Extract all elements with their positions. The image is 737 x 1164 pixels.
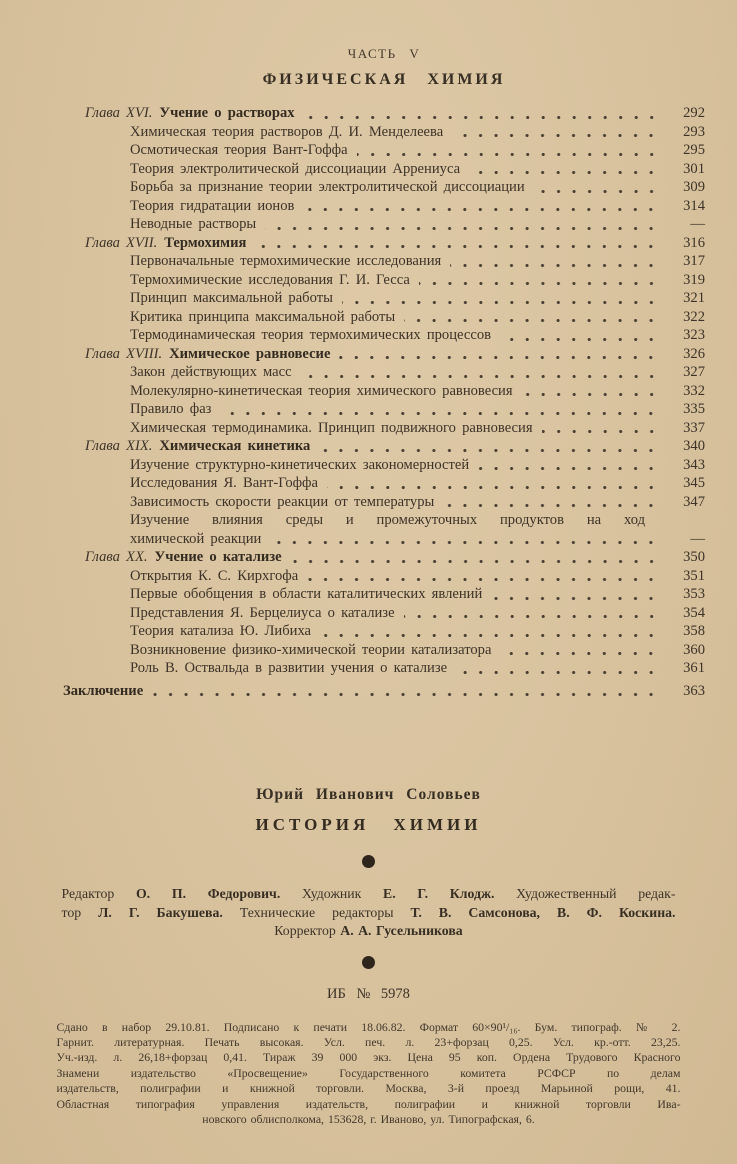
dot-leader (307, 577, 659, 582)
toc-entry-title: Теория электролитической диссоциации Аррениуса (130, 160, 461, 177)
dot-leader (478, 466, 659, 471)
toc-entry (63, 622, 705, 641)
colophon (0, 786, 737, 1127)
page-number: 326 (683, 345, 705, 362)
imprint-line: Знамени издательство «Просвещение» Государственного комитета РСФСР по делам (56, 1065, 681, 1080)
toc-entry (63, 252, 705, 271)
page-number: 335 (683, 401, 705, 417)
imprint-line: Уч.-изд. л. 26,18+форзац 0,41. Тираж 39 000 экз. Цена 95 коп. Ордена Трудового Красного (56, 1050, 681, 1065)
toc-entry (63, 474, 705, 493)
page-number: 337 (683, 419, 705, 436)
dot-leader (301, 374, 659, 379)
toc-entry (63, 437, 705, 456)
toc-entry (63, 456, 705, 475)
dot-leader (491, 596, 659, 601)
toc-entry-title: Первые обобщения в области каталитических явлений (130, 586, 483, 602)
dot-leader (304, 115, 659, 120)
toc-chapter-label: Глава XX. (85, 549, 148, 565)
page-number: 350 (683, 549, 705, 565)
role-label: Технические редакторы (222, 904, 411, 920)
ib-number: ИБ № 5978 (327, 985, 410, 1002)
toc-entry (63, 511, 705, 548)
toc-entry-title: Теория гидратации ионов (130, 197, 295, 214)
toc-entry-title: Термохимия (164, 234, 247, 251)
toc-entry-title: Роль В. Оствальда в развитии учения о катализе (130, 660, 448, 676)
toc-entry (63, 493, 705, 512)
page-number: 319 (683, 271, 705, 288)
role-label: Корректор (274, 923, 341, 938)
imprint-line: Областная типография управления издательств, полиграфии и книжной торговли Ива- (56, 1096, 681, 1111)
dot-leader (265, 226, 659, 231)
toc-entry-title: Открытия К. С. Кирхгофа (130, 567, 299, 584)
imprint-line: Гарнит. литературная. Печать высокая. Усл. печ. л. 23+форзац 0,25. Усл. кр.-отт. 23,25. (56, 1034, 681, 1049)
page-number: 293 (683, 123, 705, 140)
toc-entry (63, 308, 705, 327)
toc-entry (63, 382, 705, 401)
dot-leader (404, 614, 659, 619)
toc-entry-title: Исследования Я. Вант-Гоффа (130, 475, 318, 491)
editors-line (62, 922, 676, 941)
toc-entry-title: Изучение структурно-кинетических закономерностей (130, 456, 470, 473)
toc-entry (63, 400, 705, 419)
dot-leader (500, 337, 659, 342)
dot-leader (270, 540, 659, 545)
page-number: 354 (683, 604, 705, 621)
dot-leader (534, 189, 659, 194)
dot-leader (319, 448, 659, 453)
toc-entry-title: Принцип максимальной работы (130, 290, 333, 306)
toc-entry-title: Учение о катализе (154, 549, 282, 565)
toc-entry-title: Химическая термодинамика. Принцип подвижного равновесия (130, 419, 533, 436)
toc-entry (63, 215, 705, 234)
toc-entry-title: Борьба за признание теории электролитической диссоциации (130, 179, 525, 195)
imprint-note (57, 1020, 681, 1128)
role-label: тор (61, 904, 99, 920)
toc-entry (63, 604, 705, 623)
toc-entry-title: Правило фаз (130, 401, 212, 417)
toc-entry (63, 141, 705, 160)
toc-entry-title: Химическая теория растворов Д. И. Менделеева (130, 123, 444, 140)
page-number: 351 (683, 567, 705, 584)
imprint-line: новского облисполкома, 153628, г. Иваново, ул. Типографская, 6. (202, 1111, 535, 1126)
dot-leader (339, 355, 659, 360)
toc-entry-title: Молекулярно-кинетическая теория химического равновесия (130, 382, 513, 399)
dot-leader (255, 244, 659, 249)
toc-entry (63, 363, 705, 382)
page-number: 360 (683, 641, 705, 658)
dot-leader (500, 651, 659, 656)
dot-leader (342, 300, 659, 305)
page-number: 343 (683, 456, 705, 473)
person-name: Е. Г. Клодж. (383, 886, 495, 901)
person-name: Т. В. Самсонова, В. Ф. Коскина. (410, 904, 676, 920)
page-number: 353 (683, 586, 705, 602)
page-number: 323 (683, 327, 705, 343)
toc-chapter-label: Глава XVI. (85, 105, 153, 121)
role-label: Редактор (61, 886, 136, 901)
page-number: 317 (683, 253, 705, 269)
dot-leader (404, 318, 659, 323)
toc-entry (63, 234, 705, 253)
toc-entry (63, 271, 705, 290)
page-number: — (690, 530, 705, 547)
toc-entry (63, 289, 705, 308)
page-number: 309 (683, 179, 705, 195)
book-title: ИСТОРИЯ ХИМИИ (255, 815, 482, 834)
toc-entry (63, 419, 705, 438)
toc-entry (63, 641, 705, 660)
toc-entry (63, 326, 705, 345)
toc-entry (63, 548, 705, 567)
part-title: ФИЗИЧЕСКАЯ ХИМИЯ (262, 71, 506, 88)
toc-entry (63, 178, 705, 197)
dot-leader (469, 170, 659, 175)
part-label: ЧАСТЬ V (347, 46, 421, 61)
page-number: 295 (683, 142, 705, 158)
toc-entry (63, 659, 705, 678)
toc-entry-title: Теория катализа Ю. Либиха (130, 623, 312, 639)
person-name: О. П. Федорович. (135, 886, 281, 901)
bullet-ornament-icon (362, 855, 375, 868)
dot-leader (450, 263, 659, 268)
author-name: Юрий Иванович Соловьев (256, 786, 481, 803)
dot-leader (357, 152, 659, 157)
toc-entry-title: Термодинамическая теория термохимических процессов (130, 327, 492, 343)
toc-entry-title: Неводные растворы (130, 216, 257, 232)
toc-entry-title: Химическое равновесие (169, 345, 331, 362)
dot-leader (452, 133, 659, 138)
page-number: 363 (683, 682, 705, 699)
toc-chapter-label: Глава XIX. (85, 438, 153, 454)
toc-entry (63, 104, 705, 123)
page-number: 340 (683, 438, 705, 454)
role-label: Художник (280, 886, 384, 901)
page-number: 358 (683, 623, 705, 639)
toc-entry-title: Заключение (63, 682, 144, 699)
toc-entry-title: Термохимические исследования Г. И. Гесса (130, 271, 410, 288)
page-number: — (690, 216, 705, 232)
dot-leader (419, 281, 659, 286)
dot-leader (303, 207, 659, 212)
dot-leader (456, 670, 659, 675)
bullet-ornament-icon (362, 956, 375, 969)
page-number: 314 (683, 197, 705, 214)
toc-chapter-label: Глава XVIII. (85, 345, 163, 362)
editors-line (62, 904, 676, 923)
editors-note (62, 885, 676, 941)
page-number: 316 (683, 234, 705, 251)
dot-leader (152, 692, 659, 697)
toc-entry-text: химической реакции (130, 530, 262, 547)
dot-leader (320, 633, 659, 638)
toc-entry-title: Зависимость скорости реакции от температуры (130, 493, 435, 510)
imprint-line: Сдано в набор 29.10.81. Подписано к печати 18.06.82. Формат 60×90¹/₁₆. Бум. типограф. № 2. (56, 1019, 681, 1034)
toc-entry-title: Учение о растворах (159, 105, 295, 121)
toc-entry-title: Первоначальные термохимические исследования (130, 253, 442, 269)
toc-entry-title: Осмотическая теория Вант-Гоффа (130, 142, 348, 158)
page-number: 327 (683, 364, 705, 380)
editors-line (62, 885, 676, 904)
person-name: Л. Г. Бакушева. (98, 904, 223, 920)
imprint-line: издательств, полиграфии и книжной торговли. Москва, 3-й проезд Марьиной рощи, 41. (56, 1081, 681, 1096)
toc-entry (63, 123, 705, 142)
dot-leader (291, 559, 659, 564)
toc-entry (63, 567, 705, 586)
toc-entry (63, 160, 705, 179)
dot-leader (443, 503, 659, 508)
dot-leader (220, 411, 659, 416)
toc-chapter-label: Глава XVII. (85, 234, 158, 251)
page-number: 292 (683, 105, 705, 121)
toc-entry-text: Изучение влияния среды и промежуточных продуктов на ход (130, 512, 645, 528)
toc-entry-title: Химическая кинетика (159, 438, 311, 454)
toc-entry-title: Закон действующих масс (130, 364, 292, 380)
dot-leader (522, 392, 659, 397)
toc-entry (63, 197, 705, 216)
page-number: 332 (683, 382, 705, 399)
toc-entry-title: Критика принципа максимальной работы (130, 308, 396, 325)
page-number: 347 (683, 493, 705, 510)
toc-entry-conclusion (63, 682, 705, 701)
dot-leader (327, 485, 659, 490)
toc-entry-title: Представления Я. Берцелиуса о катализе (130, 604, 395, 621)
toc-entry (63, 345, 705, 364)
toc-entry (63, 585, 705, 604)
page-number: 361 (683, 660, 705, 676)
dot-leader (542, 429, 659, 434)
page-number: 345 (683, 475, 705, 491)
page-number: 322 (683, 308, 705, 325)
page-number: 301 (683, 160, 705, 177)
toc-entry-title: Возникновение физико-химической теории катализатора (130, 641, 492, 658)
table-of-contents (63, 104, 705, 700)
person-name: А. А. Гусельникова (340, 923, 463, 938)
role-label: Художественный редак- (494, 886, 676, 901)
page-number: 321 (683, 290, 705, 306)
